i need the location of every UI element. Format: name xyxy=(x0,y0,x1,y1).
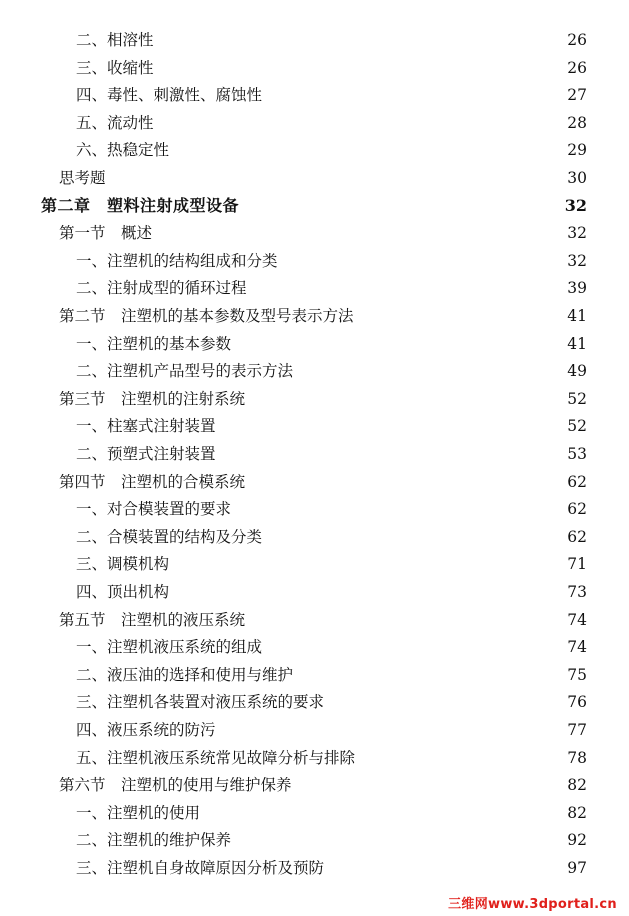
toc-entry-title: 二、预塑式注射装置 xyxy=(76,445,216,463)
toc-item-row xyxy=(0,718,629,742)
toc-entry-title: 第四节 注塑机的合模系统 xyxy=(59,472,246,491)
toc-entry-title: 二、液压油的选择和使用与维护 xyxy=(76,665,294,684)
toc-item-row xyxy=(0,828,629,852)
dot-leader xyxy=(257,470,557,494)
toc-entry-title: 思考题 xyxy=(59,169,106,187)
dot-leader xyxy=(366,304,557,328)
toc-item-row xyxy=(0,497,629,521)
toc-section-row xyxy=(0,608,629,632)
toc-item-row xyxy=(0,442,629,466)
toc-page-number: 62 xyxy=(567,472,587,491)
dot-leader xyxy=(251,194,555,218)
toc-page-number: 77 xyxy=(567,721,587,739)
toc-page-number: 52 xyxy=(567,389,587,408)
toc-chapter-row xyxy=(0,194,629,218)
toc-section-row xyxy=(0,304,629,328)
toc-entry-title: 三、收缩性 xyxy=(76,58,154,77)
toc-page-number: 49 xyxy=(567,362,587,381)
dot-leader xyxy=(212,801,557,825)
toc-page-number: 41 xyxy=(567,307,587,325)
dot-leader xyxy=(336,856,557,880)
dot-leader xyxy=(305,663,557,687)
dot-leader xyxy=(166,111,557,135)
dot-leader xyxy=(274,525,557,549)
toc-item-row xyxy=(0,856,629,880)
toc-page-number: 97 xyxy=(567,859,587,877)
dot-leader xyxy=(181,138,557,162)
toc-page-number: 39 xyxy=(567,279,587,298)
dot-leader xyxy=(257,387,557,411)
toc-page-number: 32 xyxy=(567,251,587,270)
toc-item-row xyxy=(0,249,629,273)
dot-leader xyxy=(166,28,557,52)
dot-leader xyxy=(259,276,557,300)
toc-entry-title: 第一节 概述 xyxy=(59,224,153,243)
toc-entry-title: 三、注塑机自身故障原因分析及预防 xyxy=(76,859,325,877)
dot-leader xyxy=(181,580,557,604)
toc-page-number: 92 xyxy=(567,831,587,850)
toc-page-number: 30 xyxy=(567,169,587,187)
toc-section-row xyxy=(0,773,629,797)
toc-page-number: 82 xyxy=(567,776,587,795)
dot-leader xyxy=(164,221,557,245)
toc-page-number: 62 xyxy=(567,500,587,519)
dot-leader xyxy=(228,718,557,742)
toc-entry-title: 二、相溶性 xyxy=(76,31,154,49)
toc-item-row xyxy=(0,83,629,107)
watermark: 三维网www.3dportal.cn xyxy=(448,897,617,912)
dot-leader xyxy=(228,414,557,438)
toc-entry-title: 三、调模机构 xyxy=(76,555,170,574)
toc-item-row xyxy=(0,690,629,714)
dot-leader xyxy=(257,608,557,632)
toc-item-row xyxy=(0,525,629,549)
toc-page-number: 76 xyxy=(567,693,587,712)
toc-item-row xyxy=(0,635,629,659)
dot-leader xyxy=(304,773,557,797)
toc-page-number: 41 xyxy=(567,334,587,353)
toc-entry-title: 一、注塑机的结构组成和分类 xyxy=(76,251,278,270)
dot-leader xyxy=(305,359,557,383)
toc-page-number: 74 xyxy=(567,610,587,629)
dot-leader xyxy=(118,166,557,190)
toc-section-row xyxy=(0,166,629,190)
toc-entry-title: 第二章 塑料注射成型设备 xyxy=(41,195,240,215)
toc-entry-title: 五、流动性 xyxy=(76,113,154,132)
toc-page-number: 78 xyxy=(567,748,587,767)
toc-entry-title: 第五节 注塑机的液压系统 xyxy=(59,610,246,629)
toc-item-row xyxy=(0,56,629,80)
toc-page-number: 27 xyxy=(567,86,587,105)
toc-item-row xyxy=(0,746,629,770)
toc-section-row xyxy=(0,470,629,494)
toc-page-number: 52 xyxy=(567,417,587,436)
toc-page-number: 26 xyxy=(567,31,587,49)
toc-entry-title: 一、对合模装置的要求 xyxy=(76,500,232,519)
toc-entry-title: 一、柱塞式注射装置 xyxy=(76,417,216,436)
toc-entry-title: 二、合模装置的结构及分类 xyxy=(76,527,263,546)
toc-entry-title: 第六节 注塑机的使用与维护保养 xyxy=(59,776,292,795)
dot-leader xyxy=(290,249,557,273)
dot-leader xyxy=(336,690,557,714)
toc-entry-title: 四、顶出机构 xyxy=(76,583,170,601)
dot-leader xyxy=(274,635,557,659)
toc-entry-title: 二、注塑机的维护保养 xyxy=(76,831,232,850)
toc-entry-title: 四、液压系统的防污 xyxy=(76,721,216,739)
dot-leader xyxy=(243,828,557,852)
dot-leader xyxy=(274,83,557,107)
toc-item-row xyxy=(0,580,629,604)
toc-page-number: 53 xyxy=(567,445,587,463)
toc-item-row xyxy=(0,138,629,162)
dot-leader xyxy=(243,497,557,521)
dot-leader xyxy=(181,552,557,576)
toc-entry-title: 一、注塑机液压系统的组成 xyxy=(76,638,263,657)
toc-item-row xyxy=(0,414,629,438)
toc-entry-title: 第三节 注塑机的注射系统 xyxy=(59,389,246,408)
toc-entry-title: 六、热稳定性 xyxy=(76,141,170,160)
toc-page-number: 62 xyxy=(567,527,587,546)
toc-page-number: 82 xyxy=(567,803,587,822)
toc-entry-title: 五、注塑机液压系统常见故障分析与排除 xyxy=(76,748,356,767)
toc-section-row xyxy=(0,221,629,245)
toc-page-number: 71 xyxy=(567,555,587,574)
toc-item-row xyxy=(0,552,629,576)
dot-leader xyxy=(367,746,557,770)
toc-page-number: 28 xyxy=(567,113,587,132)
toc-page-number: 75 xyxy=(567,665,587,684)
toc-item-row xyxy=(0,359,629,383)
toc-page-number: 32 xyxy=(564,195,587,215)
toc-entry-title: 三、注塑机各装置对液压系统的要求 xyxy=(76,693,325,712)
dot-leader xyxy=(166,56,557,80)
toc-item-row xyxy=(0,801,629,825)
toc-item-row xyxy=(0,332,629,356)
toc-entry-title: 二、注射成型的循环过程 xyxy=(76,279,247,298)
toc-entry-title: 一、注塑机的使用 xyxy=(76,803,201,822)
toc-page-number: 26 xyxy=(567,58,587,77)
toc-page-number: 29 xyxy=(567,141,587,160)
toc-item-row xyxy=(0,663,629,687)
toc-item-row xyxy=(0,276,629,300)
dot-leader xyxy=(243,332,557,356)
toc-entry-title: 第二节 注塑机的基本参数及型号表示方法 xyxy=(59,307,354,325)
toc-entry-title: 一、注塑机的基本参数 xyxy=(76,334,232,353)
toc-page-number: 32 xyxy=(567,224,587,243)
toc-page-number: 73 xyxy=(567,583,587,601)
toc-item-row xyxy=(0,28,629,52)
toc-entry-title: 四、毒性、刺激性、腐蚀性 xyxy=(76,86,263,105)
toc-page-number: 74 xyxy=(567,638,587,657)
toc-item-row xyxy=(0,111,629,135)
toc-section-row xyxy=(0,387,629,411)
toc-entry-title: 二、注塑机产品型号的表示方法 xyxy=(76,362,294,381)
dot-leader xyxy=(228,442,557,466)
